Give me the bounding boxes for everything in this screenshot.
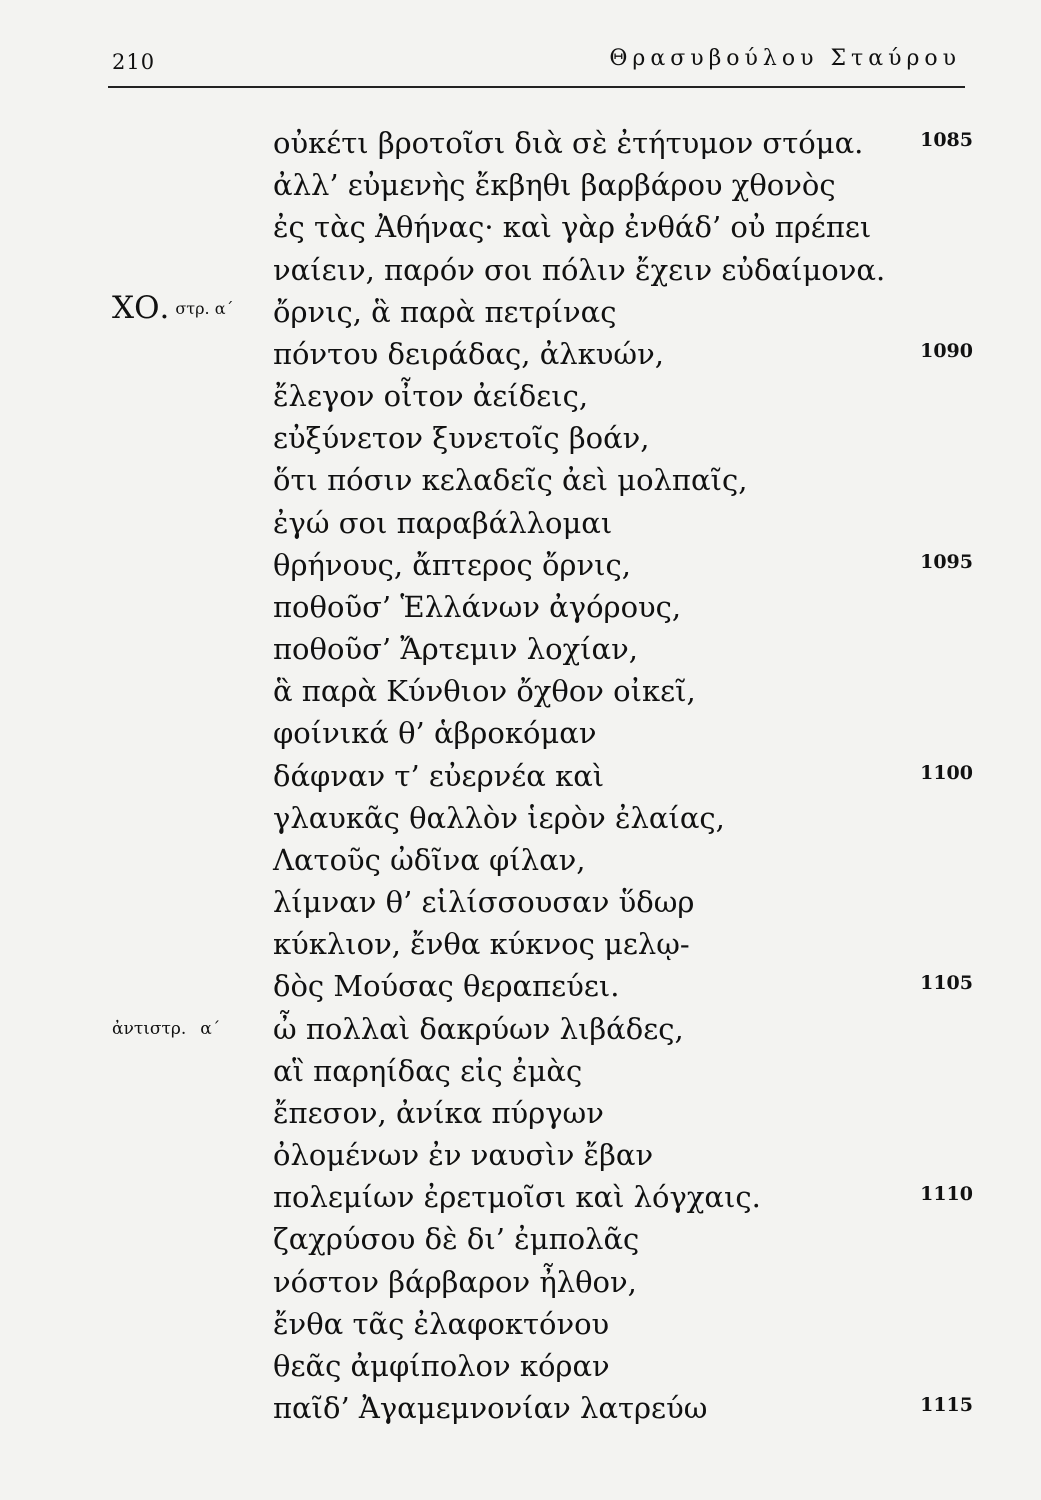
antistrophe-marker — [112, 1019, 220, 1039]
line-number: 1090 — [920, 339, 973, 362]
verse-text: πόντου δειράδας, ἀλκυών, — [273, 336, 664, 371]
verse-line — [0, 587, 1041, 629]
verse-line — [0, 1093, 1041, 1135]
verse-line — [0, 503, 1041, 545]
antistrophe-label: ἀντιστρ. — [112, 1018, 187, 1039]
antistrophe-number: α΄ — [200, 1018, 221, 1039]
verse-text: ναίειν, παρόν σοι πόλιν ἔχειν εὐδαίμονα. — [273, 252, 886, 287]
verse-text: δάφναν τ’ εὐερνέα καὶ — [273, 758, 605, 793]
verse-line — [0, 545, 1041, 587]
verse-line — [0, 1346, 1041, 1388]
line-number: 1085 — [920, 129, 973, 151]
verse-line — [0, 1051, 1041, 1093]
verse-text: ἐς τὰς Ἀθήνας· καὶ γὰρ ἐνθάδ’ οὐ πρέπει — [273, 210, 872, 245]
verse-line — [0, 756, 1041, 798]
verse-text: ἐγώ σοι παραβάλλομαι — [273, 505, 613, 540]
verse-text: ὄρνις, ἃ παρὰ πετρίνας — [273, 294, 617, 329]
verse-line — [0, 460, 1041, 502]
verse-text: ποθοῦσ’ Ἄρτεμιν λοχίαν, — [273, 632, 638, 667]
verse-line — [0, 1262, 1041, 1304]
verse-text: ἀλλ’ εὐμενὴς ἔκβηθι βαρβάρου χθονὸς — [273, 168, 836, 203]
verse-line — [0, 671, 1041, 713]
verse-text: ἔπεσον, ἀνίκα πύργων — [273, 1095, 604, 1130]
verse-text: ὀλομένων ἐν ναυσὶν ἔβαν — [273, 1138, 654, 1173]
verse-line — [0, 207, 1041, 249]
verse-line — [0, 250, 1041, 292]
verse-text: ζαχρύσου δὲ δι’ ἐμπολᾶς — [273, 1222, 640, 1257]
line-number: 1095 — [920, 550, 973, 573]
verse-text: ἔνθα τᾶς ἐλαφοκτόνου — [273, 1306, 610, 1341]
verse-line — [0, 1219, 1041, 1261]
page-number: 210 — [112, 50, 156, 74]
speaker-name: ΧΟ. — [112, 289, 170, 326]
verse-line — [0, 418, 1041, 460]
verse-line — [0, 1177, 1041, 1219]
verse-line — [0, 840, 1041, 882]
verse-text: πολεμίων ἐρετμοῖσι καὶ λόγχαις. — [273, 1180, 761, 1215]
verse-line — [0, 334, 1041, 376]
verse-text: λίμναν θ’ εἱλίσσουσαν ὕδωρ — [273, 885, 695, 920]
header-rule — [108, 86, 965, 88]
verse-line — [0, 1009, 1041, 1051]
line-number: 1115 — [920, 1394, 973, 1417]
line-number: 1100 — [920, 761, 973, 784]
verse-text: φοίνικά θ’ ἁβροκόμαν — [273, 716, 597, 751]
verse-text: δὸς Μούσας θεραπεύει. — [273, 969, 620, 1004]
verse-line — [0, 376, 1041, 418]
speaker-chorus — [112, 290, 234, 326]
verse-line — [0, 289, 1041, 334]
verse-line — [0, 966, 1041, 1008]
verse-line — [0, 123, 1041, 165]
verse-line — [0, 924, 1041, 966]
line-number: 1105 — [920, 972, 973, 995]
verse-text: Λατοῦς ὠδῖνα φίλαν, — [273, 842, 586, 877]
strophe-marker: στρ. α΄ — [175, 298, 234, 318]
verse-line — [0, 882, 1041, 924]
verse-text: κύκλιον, ἔνθα κύκνος μελῳ- — [273, 927, 690, 962]
verse-text: ὅτι πόσιν κελαδεῖς ἀεὶ μολπαῖς, — [273, 463, 748, 498]
verse-line — [0, 1304, 1041, 1346]
verse-line — [0, 798, 1041, 840]
line-number: 1110 — [920, 1183, 973, 1206]
verse-line — [0, 1135, 1041, 1177]
verse-text: παῖδ’ Ἀγαμεμνονίαν λατρεύω — [273, 1391, 708, 1426]
verse-text: νόστον βάρβαρον ἦλθον, — [273, 1264, 637, 1299]
verse-line — [0, 629, 1041, 671]
verse-text: εὐξύνετον ξυνετοῖς βοάν, — [273, 421, 650, 456]
running-head-author: Θρασυβούλου Σταύρου — [609, 46, 961, 71]
verse-text: γλαυκᾶς θαλλὸν ἱερὸν ἐλαίας, — [273, 800, 725, 835]
verse-line — [0, 1388, 1041, 1430]
verse-line — [0, 165, 1041, 207]
verse-text: οὐκέτι βροτοῖσι διὰ σὲ ἐτήτυμον στόμα. — [273, 126, 864, 160]
verse-text: αἳ παρηίδας εἰς ἐμὰς — [273, 1053, 583, 1088]
verse-text: ἔλεγον οἶτον ἀείδεις, — [273, 379, 589, 414]
verse-text: ὦ πολλαὶ δακρύων λιβάδες, — [273, 1011, 684, 1046]
verse-text: θρήνους, ἄπτερος ὄρνις, — [273, 547, 631, 582]
verse-text: ἃ παρὰ Κύνθιον ὄχθον οἰκεῖ, — [273, 674, 696, 709]
verse-line — [0, 713, 1041, 755]
verse-text: ποθοῦσ’ Ἑλλάνων ἀγόρους, — [273, 589, 682, 624]
verse-text: θεᾶς ἀμφίπολον κόραν — [273, 1348, 610, 1383]
